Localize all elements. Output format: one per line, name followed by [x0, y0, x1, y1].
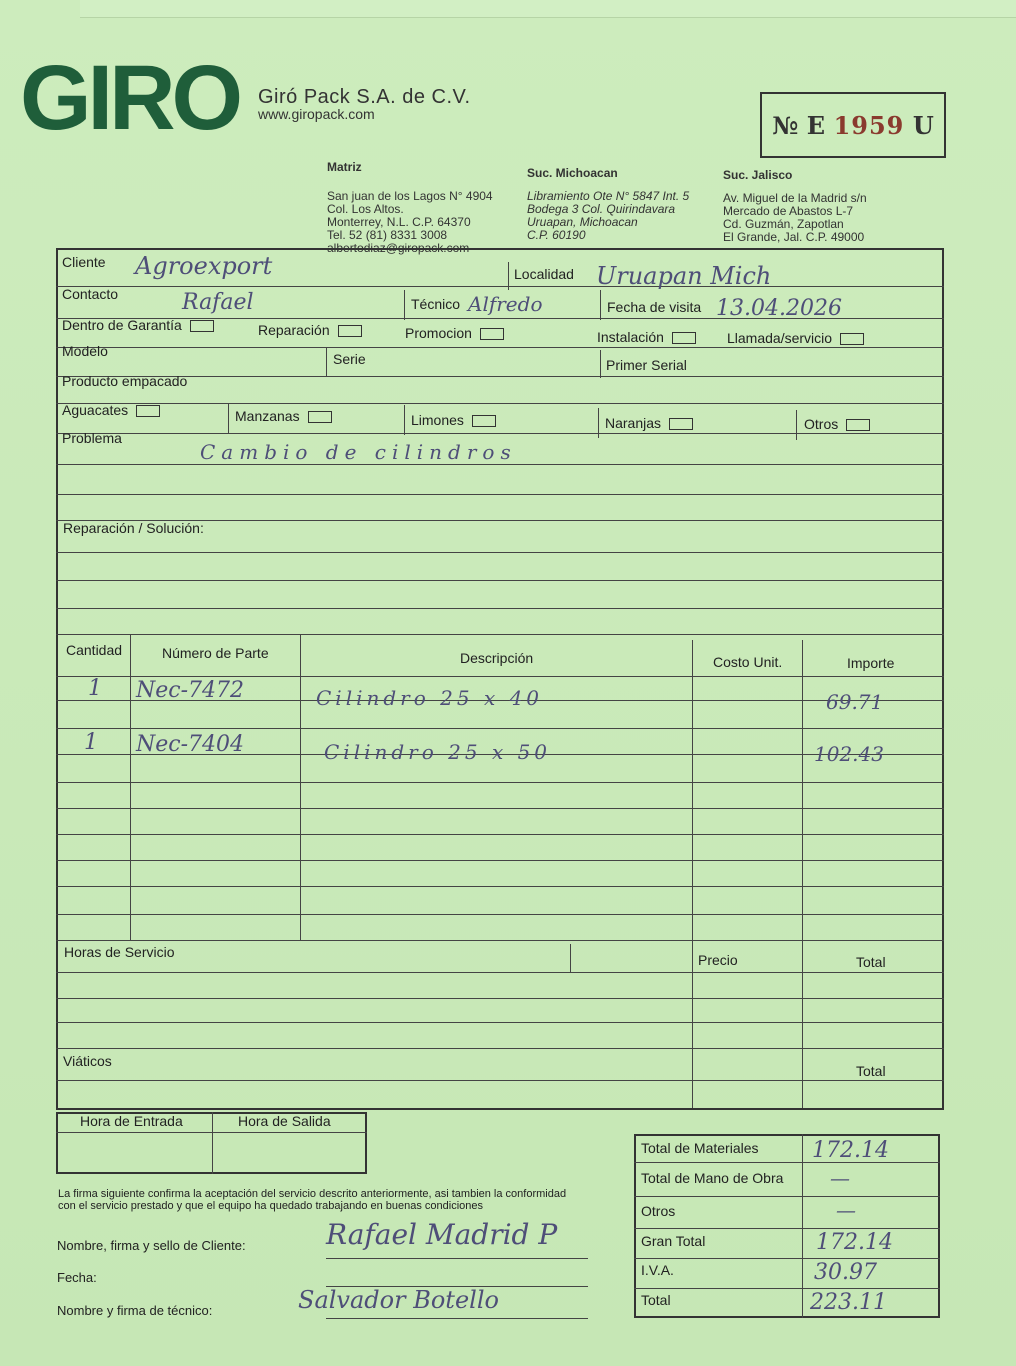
- conformity-note: La firma siguiente confirma la aceptación del servicio descrito anteriormente, asi tambien la conformidad con el servicio prestado y que el equipo ha quedado trabajando en buenas condiciones: [58, 1188, 567, 1212]
- value-fecha-visita[interactable]: 13.04.2026: [716, 296, 842, 321]
- label-primer-serial: Primer Serial: [606, 357, 687, 373]
- check-llamada[interactable]: Llamada/servicio: [727, 330, 864, 346]
- stacked-sheet-edge: [80, 0, 1016, 18]
- checkbox-icon[interactable]: [669, 418, 693, 430]
- label-viaticos: Viáticos: [63, 1053, 112, 1069]
- cell-cantidad[interactable]: 1: [88, 676, 102, 701]
- label-total-viaticos: Total: [856, 1063, 886, 1079]
- label-hora-salida: Hora de Salida: [238, 1113, 331, 1129]
- value-cliente[interactable]: Agroexport: [135, 252, 273, 280]
- checkbox-icon[interactable]: [672, 332, 696, 344]
- label-firma-tecnico: Nombre y firma de técnico:: [57, 1303, 213, 1318]
- cell-parte[interactable]: Nec-7404: [136, 732, 245, 757]
- checkbox-icon[interactable]: [840, 333, 864, 345]
- label-total-final: Total: [641, 1292, 671, 1308]
- value-tecnico[interactable]: Alfredo: [468, 292, 543, 316]
- label-solucion: Reparación / Solución:: [63, 520, 204, 536]
- label-firma-cliente: Nombre, firma y sello de Cliente:: [57, 1238, 246, 1253]
- checkbox-icon[interactable]: [136, 405, 160, 417]
- label-fecha-visita: Fecha de visita: [607, 299, 702, 315]
- value-gran-total[interactable]: 172.14: [816, 1230, 893, 1255]
- branch-jalisco: [723, 168, 867, 244]
- branch-address: Av. Miguel de la Madrid s/n Mercado de Abastos L-7 Cd. Guzmán, Zapotlan El Grande, Jal. C.P. 49000: [723, 191, 867, 244]
- col-descripcion: Descripción: [460, 650, 534, 666]
- value-total-materiales[interactable]: 172.14: [812, 1138, 889, 1163]
- folio-suffix: U: [912, 110, 934, 140]
- label-localidad: Localidad: [514, 266, 574, 282]
- check-instalacion[interactable]: Instalación: [597, 329, 696, 345]
- col-numero-parte: Número de Parte: [162, 645, 269, 661]
- label-horas-servicio: Horas de Servicio: [64, 944, 175, 960]
- cell-descripcion[interactable]: Cilindro 25 x 50: [324, 740, 552, 764]
- label-fecha-firma: Fecha:: [57, 1270, 97, 1285]
- branch-michoacan: [527, 166, 689, 242]
- label-cliente: Cliente: [62, 254, 106, 270]
- checkbox-icon[interactable]: [338, 325, 362, 337]
- label-precio: Precio: [698, 952, 738, 968]
- check-manzanas[interactable]: Manzanas: [235, 408, 332, 424]
- checkbox-icon[interactable]: [846, 419, 870, 431]
- branch-title: Suc. Jalisco: [723, 168, 793, 182]
- checkbox-icon[interactable]: [472, 415, 496, 427]
- label-problema: Problema: [62, 430, 122, 446]
- folio-box: [760, 92, 946, 158]
- check-otros[interactable]: Otros: [804, 416, 870, 432]
- value-otros-total[interactable]: —: [836, 1198, 856, 1222]
- value-problema[interactable]: Cambio de cilindros: [200, 440, 517, 464]
- checkbox-icon[interactable]: [190, 320, 214, 332]
- label-gran-total: Gran Total: [641, 1233, 706, 1249]
- cell-importe[interactable]: 69.71: [826, 690, 884, 714]
- check-naranjas[interactable]: Naranjas: [605, 415, 693, 431]
- label-otros-total: Otros: [641, 1203, 676, 1219]
- label-contacto: Contacto: [62, 286, 119, 302]
- branch-address: Libramiento Ote N° 5847 Int. 5 Bodega 3 Col. Quirindavara Uruapan, Michoacan C.P. 60190: [527, 189, 690, 242]
- col-cantidad: Cantidad: [66, 642, 123, 658]
- check-reparacion[interactable]: Reparación: [258, 322, 362, 338]
- label-producto: Producto empacado: [62, 373, 188, 389]
- label-tecnico: Técnico: [411, 296, 461, 312]
- label-iva: I.V.A.: [641, 1262, 674, 1278]
- label-total-mano-obra: Total de Mano de Obra: [641, 1170, 784, 1186]
- value-iva[interactable]: 30.97: [814, 1260, 877, 1285]
- giro-logo: GIRO: [20, 47, 240, 149]
- label-total-materiales: Total de Materiales: [641, 1140, 759, 1156]
- branch-address: San juan de los Lagos N° 4904 Col. Los Altos. Monterrey, N.L. C.P. 64370 Tel. 52 (81) 8331 3008 albertodiaz@giropack.com: [327, 189, 493, 255]
- cell-descripcion[interactable]: Cilindro 25 x 40: [316, 686, 544, 710]
- label-hora-entrada: Hora de Entrada: [80, 1113, 183, 1129]
- branch-matriz: [327, 160, 493, 255]
- value-total-mano-obra[interactable]: —: [830, 1166, 850, 1190]
- branch-title: Suc. Michoacan: [527, 166, 618, 180]
- check-aguacates[interactable]: Aguacates: [62, 402, 160, 418]
- check-limones[interactable]: Limones: [411, 412, 496, 428]
- col-costo-unit: Costo Unit.: [713, 654, 783, 670]
- checkbox-icon[interactable]: [308, 411, 332, 423]
- label-serie: Serie: [333, 351, 366, 367]
- col-importe: Importe: [847, 655, 895, 671]
- cell-parte[interactable]: Nec-7472: [136, 678, 245, 703]
- checkbox-icon[interactable]: [480, 328, 504, 340]
- branch-title: Matriz: [327, 160, 362, 174]
- folio-series: E: [806, 110, 826, 140]
- value-localidad[interactable]: Uruapan Mich: [596, 262, 772, 290]
- check-promocion[interactable]: Promocion: [405, 325, 504, 341]
- folio-prefix: №: [772, 110, 799, 140]
- value-contacto[interactable]: Rafael: [182, 290, 254, 315]
- signature-cliente[interactable]: Rafael Madrid P: [326, 1218, 558, 1251]
- company-website: www.giropack.com: [258, 106, 375, 122]
- company-name: Giró Pack S.A. de C.V.: [258, 86, 471, 108]
- cell-cantidad[interactable]: 1: [84, 730, 98, 755]
- value-total-final[interactable]: 223.11: [810, 1290, 887, 1315]
- folio-number: 1959: [833, 110, 905, 140]
- signature-tecnico[interactable]: Salvador Botello: [298, 1286, 499, 1314]
- cell-importe[interactable]: 102.43: [814, 742, 884, 766]
- label-modelo: Modelo: [62, 343, 108, 359]
- check-garantia[interactable]: Dentro de Garantía: [62, 317, 214, 333]
- label-total-horas: Total: [856, 954, 886, 970]
